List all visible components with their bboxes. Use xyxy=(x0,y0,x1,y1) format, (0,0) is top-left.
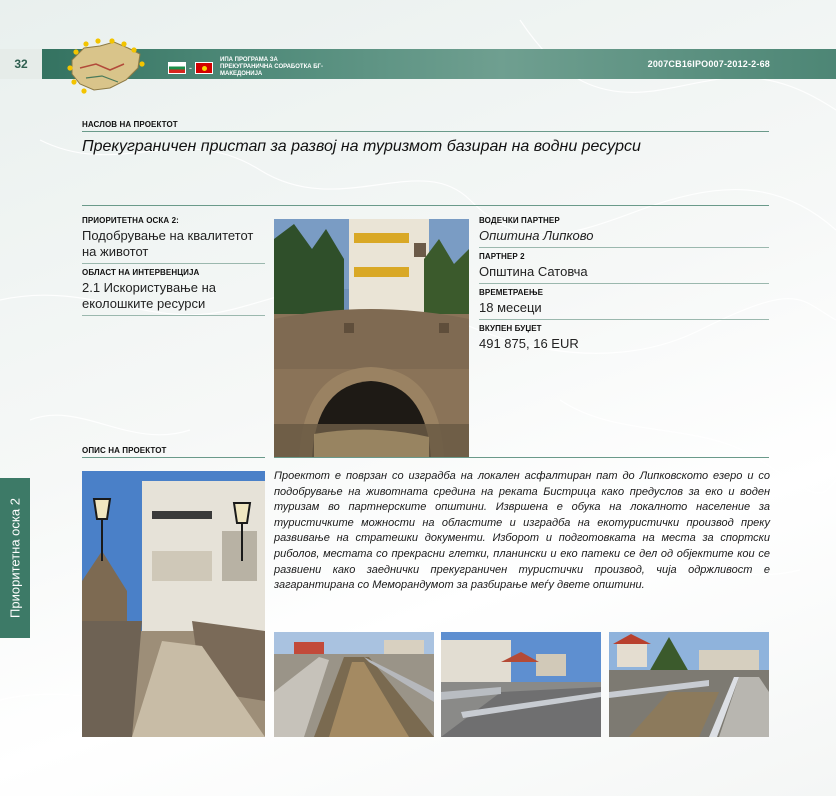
street-lamps-photo xyxy=(82,471,265,737)
project-description: Проектот е поврзан со изградба на локален асфалтиран пат до Липковското езеро и со подобрување на животната средина на реката Бистрица како предуслов за еко и воден туризам во партнерските општини. Извршена е обука на локалното население за туристичките можности на областите и изградба на екотуристички производ преку развивање на стратешки документи. Изборот и подготовката на места за спортски риболов, местата со прекрасни глетки, планински и еко патеки се дел од објектите кои се развиени како заеднички прекуграничен туристички производ, чија одржливост е загарантирана со Меморандумот за разбирање меѓу двете општини. xyxy=(274,470,770,592)
field-value: 491 875, 16 EUR xyxy=(479,336,579,351)
field-label: ПРИОРИТЕТНА ОСКА 2: xyxy=(82,216,179,225)
page-number: 32 xyxy=(0,49,42,79)
program-name: ИПА ПРОГРАМА ЗА ПРЕКУГРАНИЧНА СОРАБОТКА БГ-МАКЕДОНИЈА xyxy=(220,57,323,77)
sidebar-label: Приоритетна оска 2 xyxy=(7,498,23,618)
field-label: ОБЛАСТ НА ИНТЕРВЕНЦИЈА xyxy=(82,268,200,277)
field-label: ВОДЕЧКИ ПАРТНЕР xyxy=(479,216,560,225)
field-value: 2.1 Искористување на еколошките ресурси xyxy=(82,280,216,311)
title-label: НАСЛОВ НА ПРОЕКТОТ xyxy=(82,120,769,132)
field-value: 18 месеци xyxy=(479,300,542,315)
right-fields xyxy=(479,216,769,355)
title-divider xyxy=(82,205,769,206)
priority-axis-field xyxy=(82,216,265,264)
description-label: ОПИС НА ПРОЕКТОТ xyxy=(82,446,265,458)
river-channel-photo xyxy=(274,632,434,737)
intervention-area-field xyxy=(82,268,265,316)
flag-separator: - xyxy=(189,62,192,73)
field-label: ПАРТНЕР 2 xyxy=(479,252,525,261)
header-flags xyxy=(168,57,330,78)
duration-field xyxy=(479,288,769,320)
bridge-railing-photo xyxy=(609,632,769,737)
bg-mk-map-stars-logo-icon xyxy=(66,38,146,94)
total-budget-field xyxy=(479,324,769,355)
field-value: Општина Сатовча xyxy=(479,264,588,279)
project-title: Прекуграничен пристап за развој на туризмот базиран на водни ресурси xyxy=(82,138,641,155)
description-divider xyxy=(274,457,769,458)
field-label: ВКУПЕН БУЏЕТ xyxy=(479,324,542,333)
project-code: 2007CB16IPO007-2012-2-68 xyxy=(647,59,770,69)
lead-partner-field xyxy=(479,216,769,248)
left-fields xyxy=(82,216,265,320)
field-value: Општина Липково xyxy=(479,228,594,243)
field-label: ВРЕМЕТРАЕЊЕ xyxy=(479,288,544,297)
bulgaria-flag-icon xyxy=(168,62,186,74)
field-value: Подобрување на квалитетот на животот xyxy=(82,228,254,259)
road-railing-photo xyxy=(441,632,601,737)
macedonia-flag-icon xyxy=(195,62,213,74)
partner-2-field xyxy=(479,252,769,284)
stone-bridge-photo xyxy=(274,219,469,458)
